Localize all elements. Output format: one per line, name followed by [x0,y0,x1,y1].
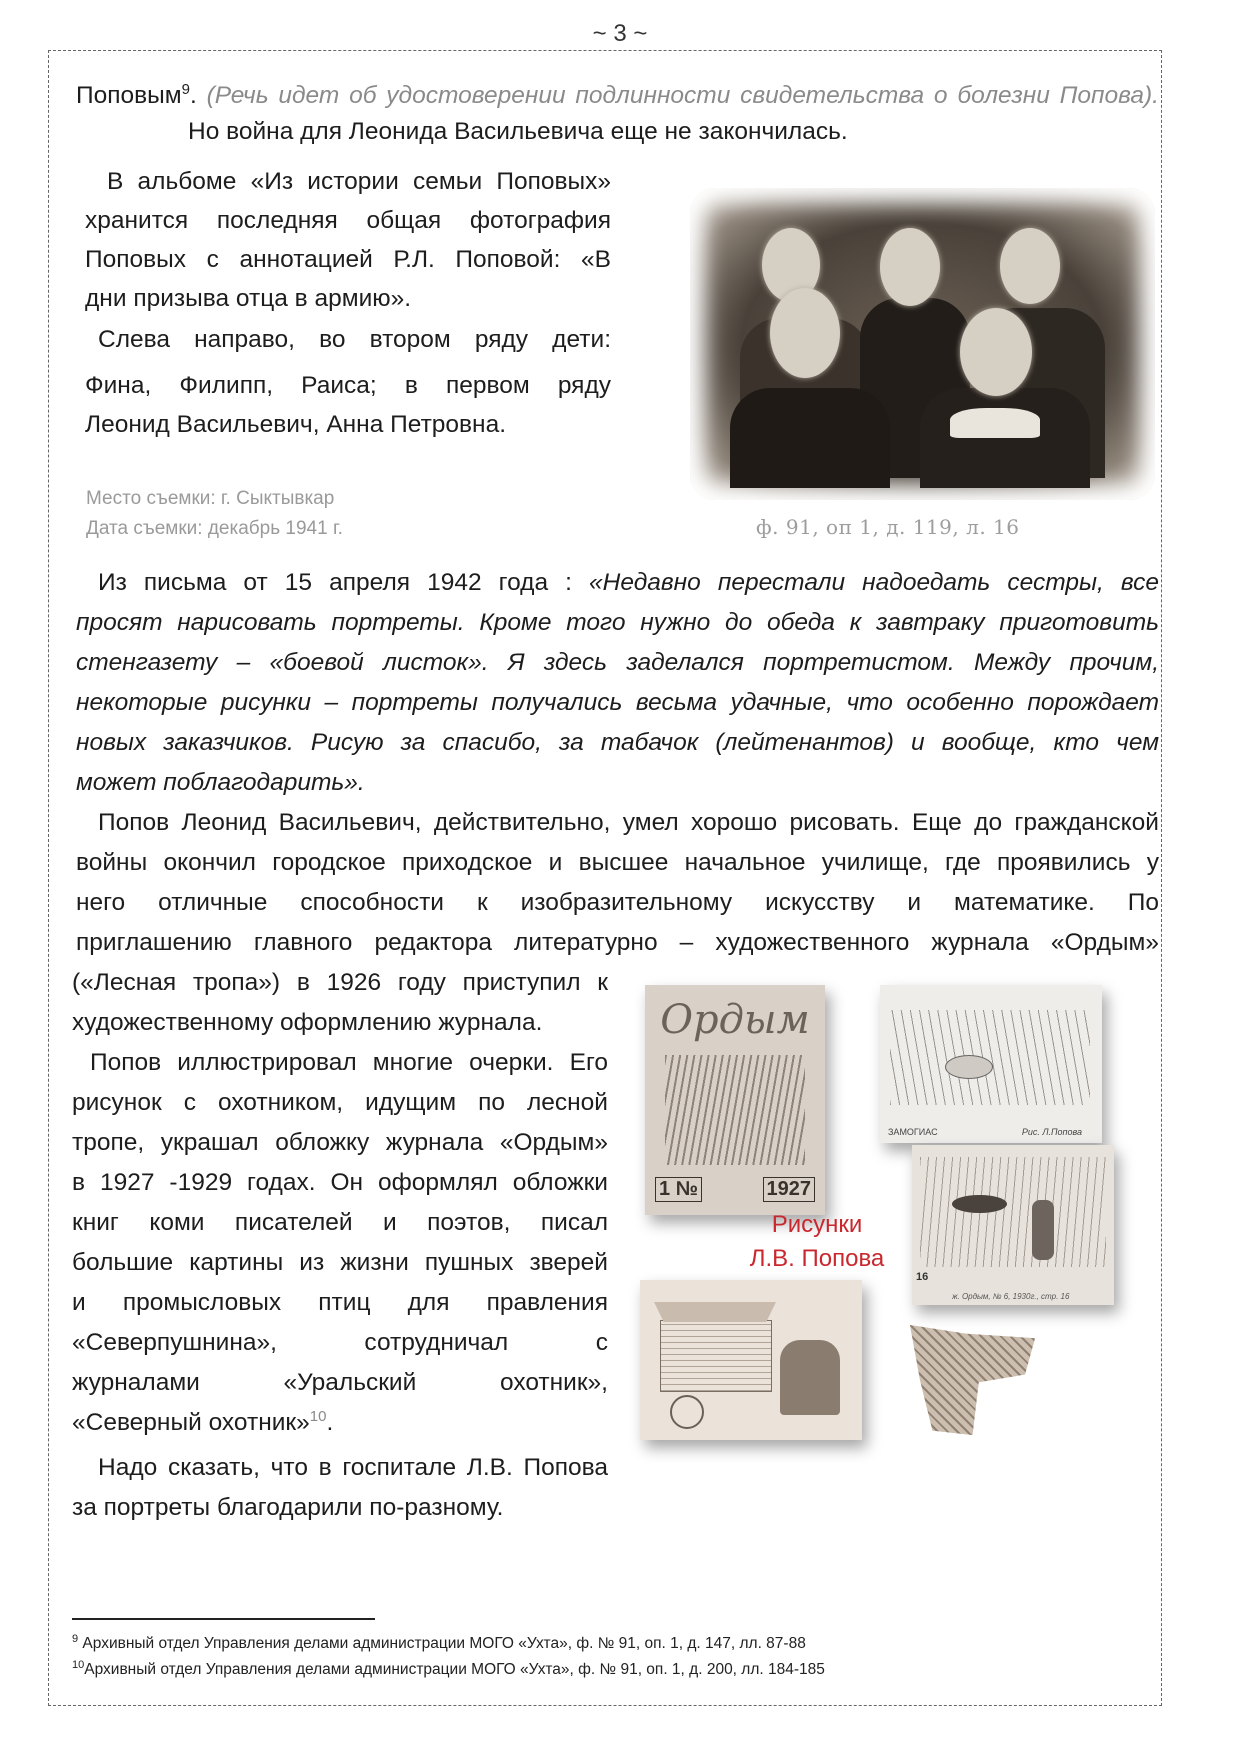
footnote-10-text: Архивный отдел Управления делами администрации МОГО «Ухта», ф. № 91, оп. 1, д. 200, лл. 184-185 [84,1661,825,1678]
cart-wheel [670,1395,704,1429]
children-line: Леонид Васильевич, Анна Петровна. [85,411,507,438]
intro-line-1 [76,76,1159,116]
sketch-source-note: ж. Ордым, № 6, 1930г., стр. 16 [952,1292,1070,1301]
drawings-caption-line1: Рисунки [771,1211,863,1238]
album-line: хранится последняя общая фотография [85,207,611,234]
footnote-9-mark: 9 [72,1632,79,1645]
cover-title: Ордым [660,997,810,1043]
album-line: дни призыва отца в армию». [85,285,412,312]
sketch-geese-drawing[interactable] [880,985,1102,1143]
drawings-caption-line2: Л.В. Попова [749,1245,885,1272]
house-roof [654,1302,776,1322]
hospital-line: за портреты благодарили по-разному. [72,1494,504,1521]
cover-issue: 1 № [655,1177,702,1202]
letter-line: новых заказчиков. Рисую за спасибо, за табачок (лейтенантов) и вообще, кто чем [76,729,1159,756]
album-line: Поповых с аннотацией Р.Л. Поповой: «В [85,246,611,273]
person-anna [960,308,1032,396]
drawing-line: приглашению главного редактора литературно – художественного журнала «Ордым» [76,929,1159,956]
illustration-line: Попов иллюстрировал многие очерки. Его [90,1049,608,1076]
person-filipp [880,228,940,306]
footnote-9-text: Архивный отдел Управления делами администрации МОГО «Ухта», ф. № 91, оп. 1, д. 147, лл. 87-88 [78,1635,806,1652]
letter-line: некоторые рисунки – портреты получались весьма удачные, что особенно порождает [76,689,1159,716]
illustration-line: рисунок с охотником, идущим по лесной [72,1089,608,1116]
sketch-label-right: Рис. Л.Попова [1021,1127,1082,1137]
photo-date: Дата съемки: декабрь 1941 г. [86,518,343,539]
photo-body [730,388,890,488]
intro-italic-note: (Речь идет об удостоверении подлинности свидетельства о болезни Попова). [206,82,1159,109]
drawings-caption [722,1208,912,1276]
illustration-line: тропе, украшал обложку журнала «Ордым» [72,1129,608,1156]
letter-line [98,563,1159,603]
footnote-10 [72,1660,825,1680]
archive-reference: ф. 91, оп 1, д. 119, л. 16 [756,515,1020,539]
intro-period: . [189,82,197,109]
intro-word: Поповым [76,82,182,109]
drawing-line: («Лесная тропа») в 1926 году приступил к [72,969,608,996]
photo-collar [950,408,1040,438]
footnote-10-mark: 10 [72,1658,85,1671]
illustration-line: «Северпушнина», сотрудничал с [72,1329,608,1356]
illustration-line: и промысловых птиц для правления [72,1289,608,1316]
page-number: ~ 3 ~ [592,20,648,47]
illustration-last-text: «Северный охотник» [72,1409,310,1436]
illustration-line: в 1927 -1929 годах. Он оформлял обложки [72,1169,608,1196]
sketch-label-left: ЗАМОГИАС [888,1127,938,1137]
footnote-ref-9[interactable]: 9 [181,80,190,98]
person-leonid [770,288,840,378]
cover-forest [665,1055,805,1165]
sketch-village-drawing[interactable] [640,1280,862,1440]
hunter-figure [1032,1200,1054,1260]
illustration-line: книг коми писателей и поэтов, писал [72,1209,608,1236]
drawing-line: него отличные способности к изобразительному искусству и математике. По [76,889,1159,916]
children-line: Фина, Филипп, Раиса; в первом ряду [85,372,611,399]
fox-figure [952,1195,1007,1213]
photo-place: Место съемки: г. Сыктывкар [86,488,335,509]
illustration-line: большие картины из жизни пушных зверей [72,1249,608,1276]
letter-quote: «Недавно перестали надоедать сестры, все [589,569,1159,596]
footnote-9 [72,1634,806,1654]
sketch-reeds [890,1010,1090,1105]
photo-body [920,388,1090,488]
footnote-ref-10[interactable]: 10 [309,1407,327,1425]
person-raisa [1000,228,1060,304]
house-shape [660,1320,772,1392]
letter-line: стенгазету – «боевой листок». Я здесь заделался портретистом. Между прочим, [76,649,1159,676]
magazine-cover-drawing[interactable] [645,985,825,1215]
illustration-line: журналами «Уральский охотник», [72,1369,608,1396]
letter-line: может поблагодарить». [76,769,365,796]
letter-lead: Из письма от 15 апреля 1942 года : [98,569,572,596]
family-photo[interactable] [690,188,1155,500]
illustration-last-period: . [326,1409,334,1436]
goose-icon [945,1055,993,1079]
illustration-last-line [72,1403,608,1443]
sketch-corner-number: 16 [916,1271,929,1283]
album-line: В альбоме «Из истории семьи Поповых» [107,168,611,195]
children-line: Слева направо, во втором ряду дети: [98,326,611,353]
drawing-line: войны окончил городское приходское и высшее начальное училище, где проявились у [76,849,1159,876]
drawing-line: художественному оформлению журнала. [72,1009,543,1036]
people-figures [780,1340,840,1415]
cover-year: 1927 [763,1177,816,1202]
sketch-hunter-drawing[interactable] [912,1145,1114,1305]
intro-continuation: Но война для Леонида Васильевича еще не закончилась. [188,118,848,145]
sketch-hunt-trees [920,1157,1106,1267]
letter-line: просят нарисовать портреты. Кроме того нужно до обеда к завтраку приготовить [76,609,1159,636]
drawing-line: Попов Леонид Васильевич, действительно, умел хорошо рисовать. Еще до гражданской [98,809,1159,836]
footnote-separator [72,1618,375,1620]
hospital-line: Надо сказать, что в госпитале Л.В. Попова [98,1454,608,1481]
